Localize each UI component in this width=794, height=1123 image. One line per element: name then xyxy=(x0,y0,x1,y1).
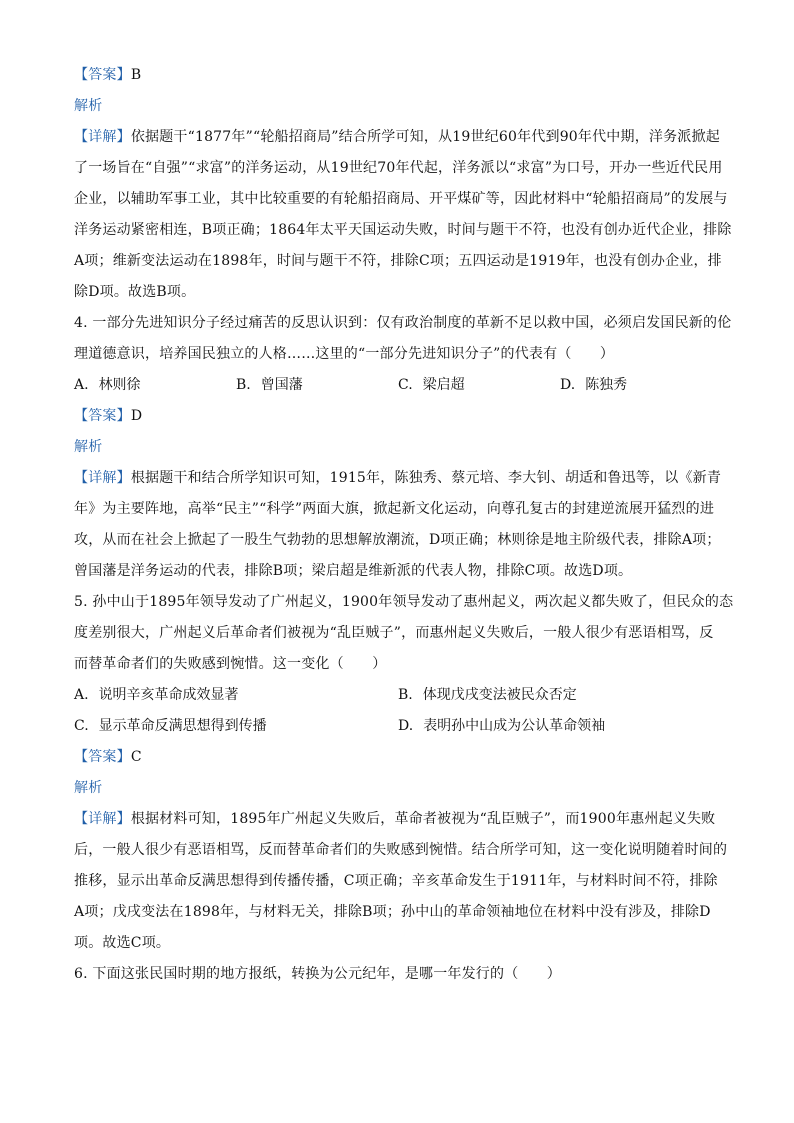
analysis-label: 解析 xyxy=(74,439,103,455)
answer-value: C xyxy=(130,749,142,765)
option-letter: B. xyxy=(236,377,251,393)
document-page xyxy=(74,60,734,990)
options-row xyxy=(74,711,724,742)
options-row xyxy=(74,370,724,401)
option-c[interactable] xyxy=(398,370,560,401)
answer-value: D xyxy=(130,408,143,424)
detail-text: 依据题干“1877年”“轮船招商局”结合所学可知，从19世纪60年代到90年代中期，洋务派掀起 xyxy=(130,129,720,145)
option-c[interactable] xyxy=(74,711,398,742)
option-d[interactable] xyxy=(560,370,722,401)
analysis-line xyxy=(74,432,724,463)
option-text: 林则徐 xyxy=(98,377,141,393)
option-letter: C. xyxy=(74,718,89,734)
answer-tag: 【答案】 xyxy=(74,67,131,83)
answer-tag: 【答案】 xyxy=(74,749,131,765)
detail-line xyxy=(74,122,724,153)
question-stem: 度差别很大，广州起义后革命者们被视为“乱臣贼子”，而惠州起义失败后，一般人很少有恶语相骂，反 xyxy=(74,625,714,641)
detail-line: A项；维新变法运动在1898年，时间与题干不符，排除C项；五四运动是1919年，也没有创办企业，排 xyxy=(74,253,722,269)
options-row xyxy=(74,680,724,711)
question-stem: 4. 一部分先进知识分子经过痛苦的反思认识到：仅有政治制度的革新不足以救中国，必须启发国民新的伦 xyxy=(74,315,732,331)
detail-line: 企业，以辅助军事工业，其中比较重要的有轮船招商局、开平煤矿等，因此材料中“轮船招商局”的发展与 xyxy=(74,191,728,207)
detail-line: 后，一般人很少有恶语相骂，反而替革命者们的失败感到惋惜。结合所学可知，这一变化说明随着时间的 xyxy=(74,842,728,858)
option-a[interactable] xyxy=(74,680,398,711)
question-stem: 5. 孙中山于1895年领导发动了广州起义，1900年领导发动了惠州起义，两次起义都失败了，但民众的态 xyxy=(74,594,734,610)
answer-line xyxy=(74,401,724,432)
analysis-label: 解析 xyxy=(74,98,103,114)
detail-line: 攻，从而在社会上掀起了一股生气勃勃的思想解放潮流，D项正确；林则徐是地主阶级代表，排除A项； xyxy=(74,532,721,548)
detail-line: 了一场旨在“自强”“求富”的洋务运动，从19世纪70年代起，洋务派以“求富”为口号，开办一些近代民用 xyxy=(74,160,723,176)
option-b[interactable] xyxy=(398,680,722,711)
detail-line: 曾国藩是洋务运动的代表，排除B项；梁启超是维新派的代表人物，排除C项。故选D项。 xyxy=(74,563,633,579)
answer-line xyxy=(74,60,724,91)
detail-text: 根据材料可知，1895年广州起义失败后，革命者被视为“乱臣贼子”，而1900年惠州起义失败 xyxy=(130,811,716,827)
option-b[interactable] xyxy=(236,370,398,401)
option-text: 说明辛亥革命成效显著 xyxy=(98,687,239,703)
analysis-line xyxy=(74,773,724,804)
answer-value: B xyxy=(130,67,142,83)
analysis-label: 解析 xyxy=(74,780,103,796)
detail-line: 项。故选C项。 xyxy=(74,935,171,951)
option-letter: C. xyxy=(398,377,413,393)
detail-tag: 【详解】 xyxy=(74,129,131,145)
option-text: 体现戊戌变法被民众否定 xyxy=(422,687,577,703)
option-letter: D. xyxy=(398,718,414,734)
option-text: 陈独秀 xyxy=(585,377,628,393)
detail-line: 除D项。故选B项。 xyxy=(74,284,196,300)
detail-line: 推移，显示出革命反满思想得到传播传播，C项正确；辛亥革命发生于1911年，与材料时间不符，排除 xyxy=(74,873,718,889)
question-stem: 而替革命者们的失败感到惋惜。这一变化（ ） xyxy=(74,656,387,672)
option-text: 显示革命反满思想得到传播 xyxy=(98,718,267,734)
option-letter: D. xyxy=(560,377,576,393)
option-text: 曾国藩 xyxy=(260,377,303,393)
detail-line xyxy=(74,463,724,494)
answer-tag: 【答案】 xyxy=(74,408,131,424)
option-letter: B. xyxy=(398,687,413,703)
option-letter: A. xyxy=(74,377,89,393)
detail-tag: 【详解】 xyxy=(74,811,131,827)
analysis-line xyxy=(74,91,724,122)
option-letter: A. xyxy=(74,687,89,703)
detail-tag: 【详解】 xyxy=(74,470,131,486)
detail-line: 年》为主要阵地，高举“民主”“科学”两面大旗，掀起新文化运动，向尊孔复古的封建逆流展开猛烈的进 xyxy=(74,501,715,517)
detail-line: A项；戊戌变法在1898年，与材料无关，排除B项；孙中山的革命领袖地位在材料中没有涉及，排除D xyxy=(74,904,711,920)
option-text: 梁启超 xyxy=(422,377,465,393)
detail-line xyxy=(74,804,724,835)
detail-text: 根据题干和结合所学知识可知，1915年，陈独秀、蔡元培、李大钊、胡适和鲁迅等，以《新青 xyxy=(130,470,722,486)
detail-line: 洋务运动紧密相连，B项正确；1864年太平天国运动失败，时间与题干不符，也没有创办近代企业，排除 xyxy=(74,222,732,238)
option-d[interactable] xyxy=(398,711,722,742)
option-text: 表明孙中山成为公认革命领袖 xyxy=(423,718,606,734)
option-a[interactable] xyxy=(74,370,236,401)
answer-line xyxy=(74,742,724,773)
question-stem: 理道德意识，培养国民独立的人格……这里的“一部分先进知识分子”的代表有（ ） xyxy=(74,346,615,362)
question-stem: 6. 下面这张民国时期的地方报纸，转换为公元纪年，是哪一年发行的（ ） xyxy=(74,966,562,982)
